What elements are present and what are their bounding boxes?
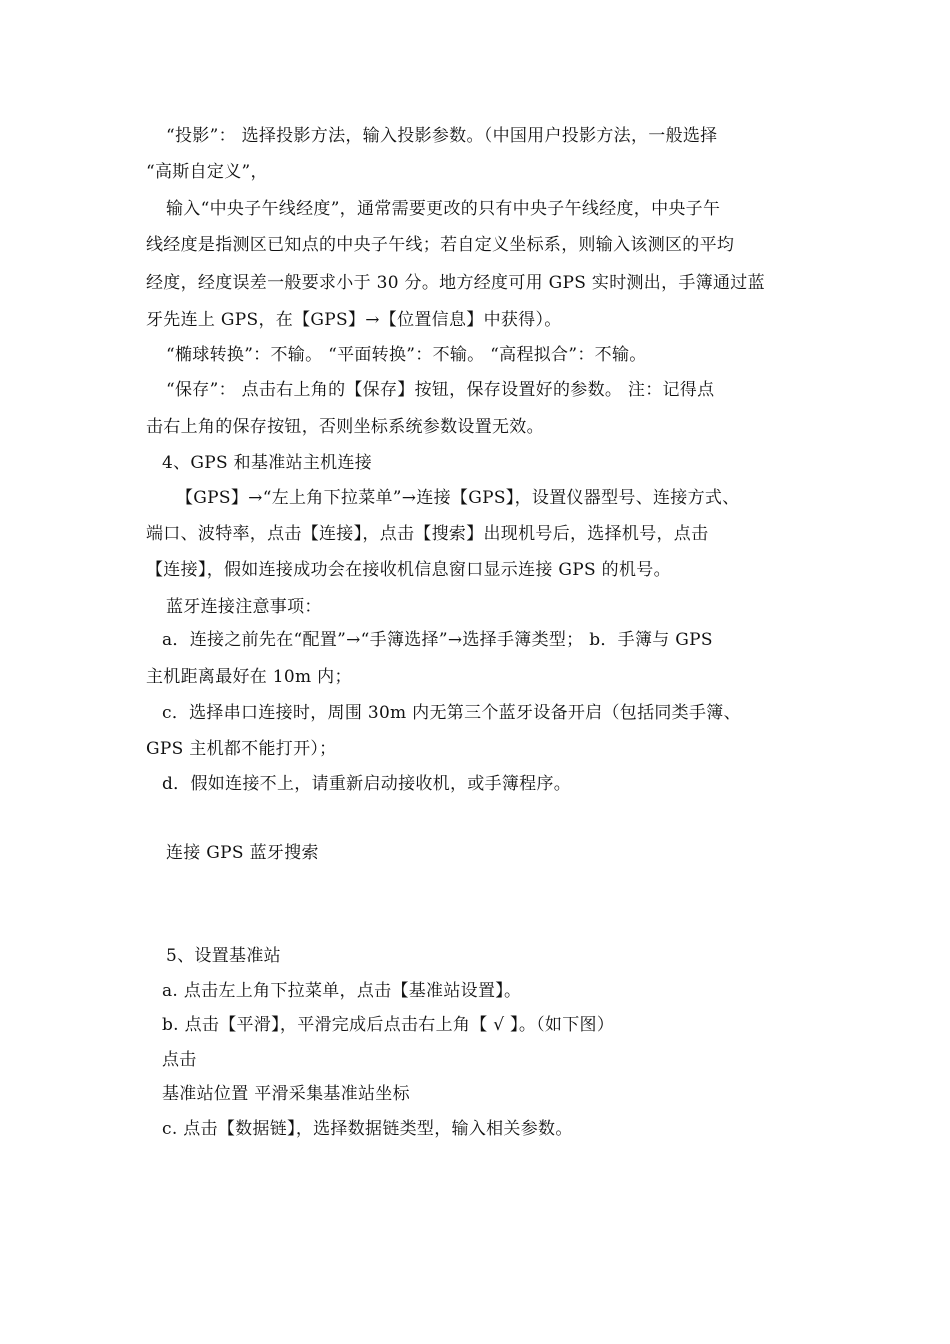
note-c-line-2: GPS 主机都不能打开）； xyxy=(146,739,337,759)
paragraph-connect-line-2: 端口、波特率，点击【连接】，点击【搜索】出现机号后，选择机号，点击 xyxy=(146,524,709,544)
step-b: b. 点击【平滑】，平滑完成后点击右上角【 √ 】。（如下图） xyxy=(162,1015,615,1035)
note-d: d．假如连接不上，请重新启动接收机，或手簿程序。 xyxy=(162,774,572,794)
paragraph-conversion-settings: “椭球转换”：不输。 “平面转换”：不输。 “高程拟合”：不输。 xyxy=(166,345,647,365)
figure-caption-base-station: 基准站位置 平滑采集基准站坐标 xyxy=(162,1084,410,1104)
paragraph-meridian-line-3: 经度，经度误差一般要求小于 30 分。地方经度可用 GPS 实时测出，手簿通过蓝 xyxy=(146,273,765,293)
paragraph-save-line-2: 击右上角的保存按钮，否则坐标系统参数设置无效。 xyxy=(146,417,544,437)
section-heading-5: 5、设置基准站 xyxy=(166,946,281,966)
paragraph-save-line-1: “保存”： 点击右上角的【保存】按钮，保存设置好的参数。 注：记得点 xyxy=(166,380,715,400)
figure-caption-click: 点击 xyxy=(162,1050,197,1070)
step-a: a. 点击左上角下拉菜单，点击【基准站设置】。 xyxy=(162,981,522,1001)
step-c: c. 点击【数据链】，选择数据链类型，输入相关参数。 xyxy=(162,1119,573,1139)
paragraph-projection-line-1: “投影”： 选择投影方法，输入投影参数。（中国用户投影方法，一般选择 xyxy=(166,126,718,146)
section-heading-4: 4、GPS 和基准站主机连接 xyxy=(162,453,373,473)
paragraph-meridian-line-2: 线经度是指测区已知点的中央子午线；若自定义坐标系，则输入该测区的平均 xyxy=(146,235,735,255)
paragraph-projection-line-2: “高斯自定义”， xyxy=(146,162,268,182)
bluetooth-notes-heading: 蓝牙连接注意事项： xyxy=(166,597,322,617)
note-a-b-line-1: a．连接之前先在“配置”→“手簿选择”→选择手簿类型； b．手簿与 GPS xyxy=(162,630,713,650)
paragraph-meridian-line-1: 输入“中央子午线经度”，通常需要更改的只有中央子午线经度，中央子午 xyxy=(166,199,721,219)
note-c-line-1: c．选择串口连接时，周围 30m 内无第三个蓝牙设备开启（包括同类手簿、 xyxy=(162,703,741,723)
figure-caption-bluetooth: 连接 GPS 蓝牙搜索 xyxy=(166,843,319,863)
paragraph-connect-line-1: 【GPS】→“左上角下拉菜单”→连接【GPS】，设置仪器型号、连接方式、 xyxy=(176,488,740,508)
paragraph-meridian-line-4: 牙先连上 GPS，在【GPS】→【位置信息】中获得）。 xyxy=(146,310,562,330)
paragraph-connect-line-3: 【连接】，假如连接成功会在接收机信息窗口显示连接 GPS 的机号。 xyxy=(146,560,671,580)
note-a-b-line-2: 主机距离最好在 10m 内； xyxy=(146,667,352,687)
